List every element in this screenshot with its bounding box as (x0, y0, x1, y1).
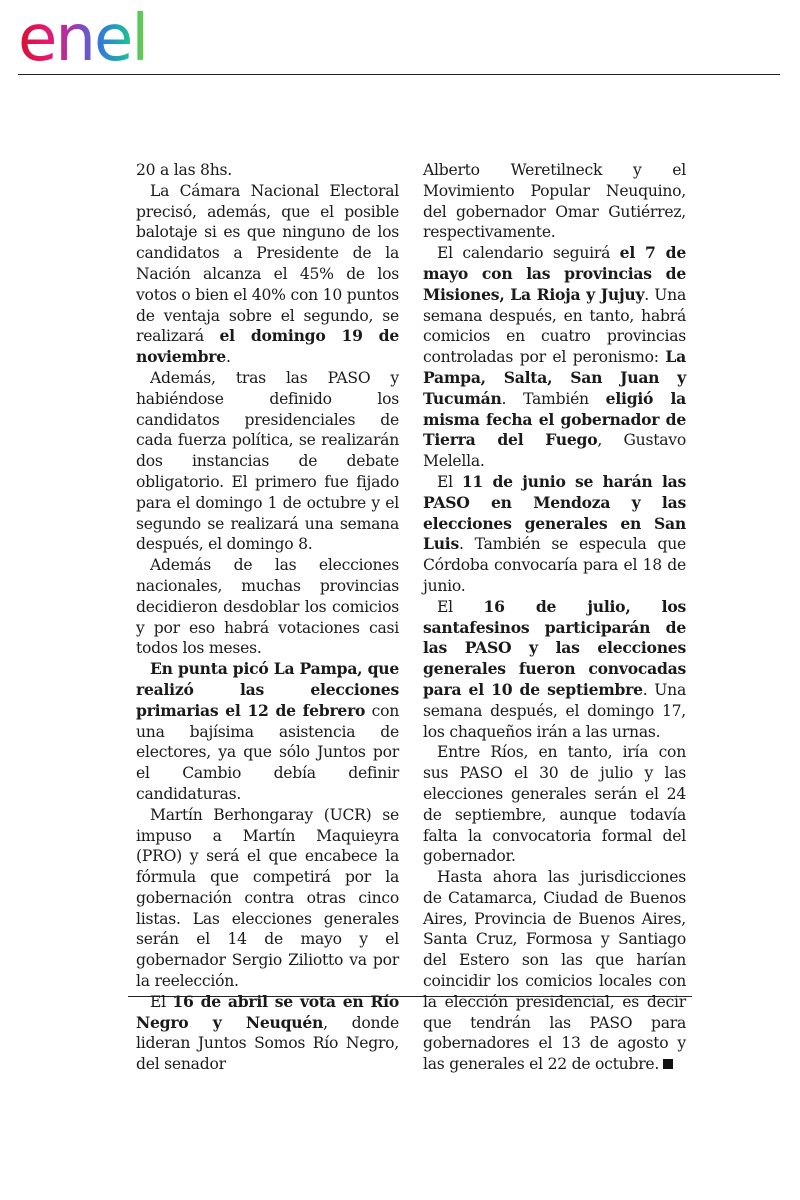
article-column-left (136, 160, 399, 1075)
paragraph: El 16 de abril se vota en Río Negro y Neuquén, donde lideran Juntos Somos Río Negro, del senador (136, 991, 400, 1074)
footer-divider (128, 996, 692, 997)
paragraph: Además, tras las PASO y habiéndose definido los candidatos presidenciales de cada fuerza política, se realizarán dos instancias de debate obligatorio. El primero fue fijado para el domingo 1 de octubre y el segundo se realizará una semana después, el domingo 8. (136, 368, 399, 554)
enel-logo (18, 6, 180, 68)
paragraph: Entre Ríos, en tanto, iría con sus PASO el 30 de julio y las elecciones generales serán el 24 de septiembre, aunque todavía falta la convocatoria formal del gobernador. (423, 743, 686, 866)
enel-logo-icon (18, 6, 180, 68)
logo-text: enel (18, 6, 148, 68)
header-divider (18, 74, 780, 75)
paragraph: El 11 de junio se harán las PASO en Mendoza y las elecciones generales en San Luis. También se especula que Córdoba convocaría para el 18 de junio. (423, 471, 686, 595)
paragraph: Hasta ahora las jurisdicciones de Catamarca, Ciudad de Buenos Aires, Provincia de Buenos Aires, Santa Cruz, Formosa y Santiago del Estero son las que harían coincidir los comicios locales con la elección presidencial, es decir que tendrán las PASO para gobernadores el 13 de agosto y las generales el 22 de octubre. (423, 868, 686, 1074)
paragraph: El 16 de julio, los santafesinos participarán de las PASO y las elecciones generales fueron convocadas para el 10 de septiembre. Una semana después, el domingo 17, los chaqueños irán a las urnas. (423, 596, 687, 741)
paragraph: 20 a las 8hs. (136, 161, 232, 179)
paragraph: Alberto Weretilneck y el Movimiento Popular Neuquino, del gobernador Omar Gutiérrez, respectivamente. (423, 161, 686, 242)
end-of-article-square-icon (663, 1059, 673, 1069)
paragraph: Además de las elecciones nacionales, muchas provincias decidieron desdoblar los comicios y por eso habrá votaciones casi todos los meses. (136, 556, 399, 658)
paragraph: En punta picó La Pampa, que realizó las elecciones primarias el 12 de febrero con una bajísima asistencia de electores, ya que sólo Juntos por el Cambio debía definir candidaturas. (136, 659, 400, 803)
paragraph: El calendario seguirá el 7 de mayo con las provincias de Misiones, La Rioja y Jujuy. Una semana después, en tanto, habrá comicios en cuatro provincias controladas por el peronismo: La Pampa, Salta, San Juan y Tucumán. También eligió la misma fecha el gobernador de Tierra del Fuego, Gustavo Melella. (423, 243, 686, 471)
paragraph: Martín Berhongaray (UCR) se impuso a Martín Maquieyra (PRO) y será el que encabece la fórmula que competirá por la gobernación contra otras cinco listas. Las elecciones generales serán el 14 de mayo y el gobernador Sergio Ziliotto va por la reelección. (136, 805, 399, 991)
paragraph: La Cámara Nacional Electoral precisó, además, que el posible balotaje si es que ninguno de los candidatos a Presidente de la Nación alcanza el 45% de los votos o bien el 40% con 10 puntos de ventaja sobre el segundo, se realizará el domingo 19 de noviembre. (136, 181, 399, 367)
article-column-right (423, 160, 686, 1075)
